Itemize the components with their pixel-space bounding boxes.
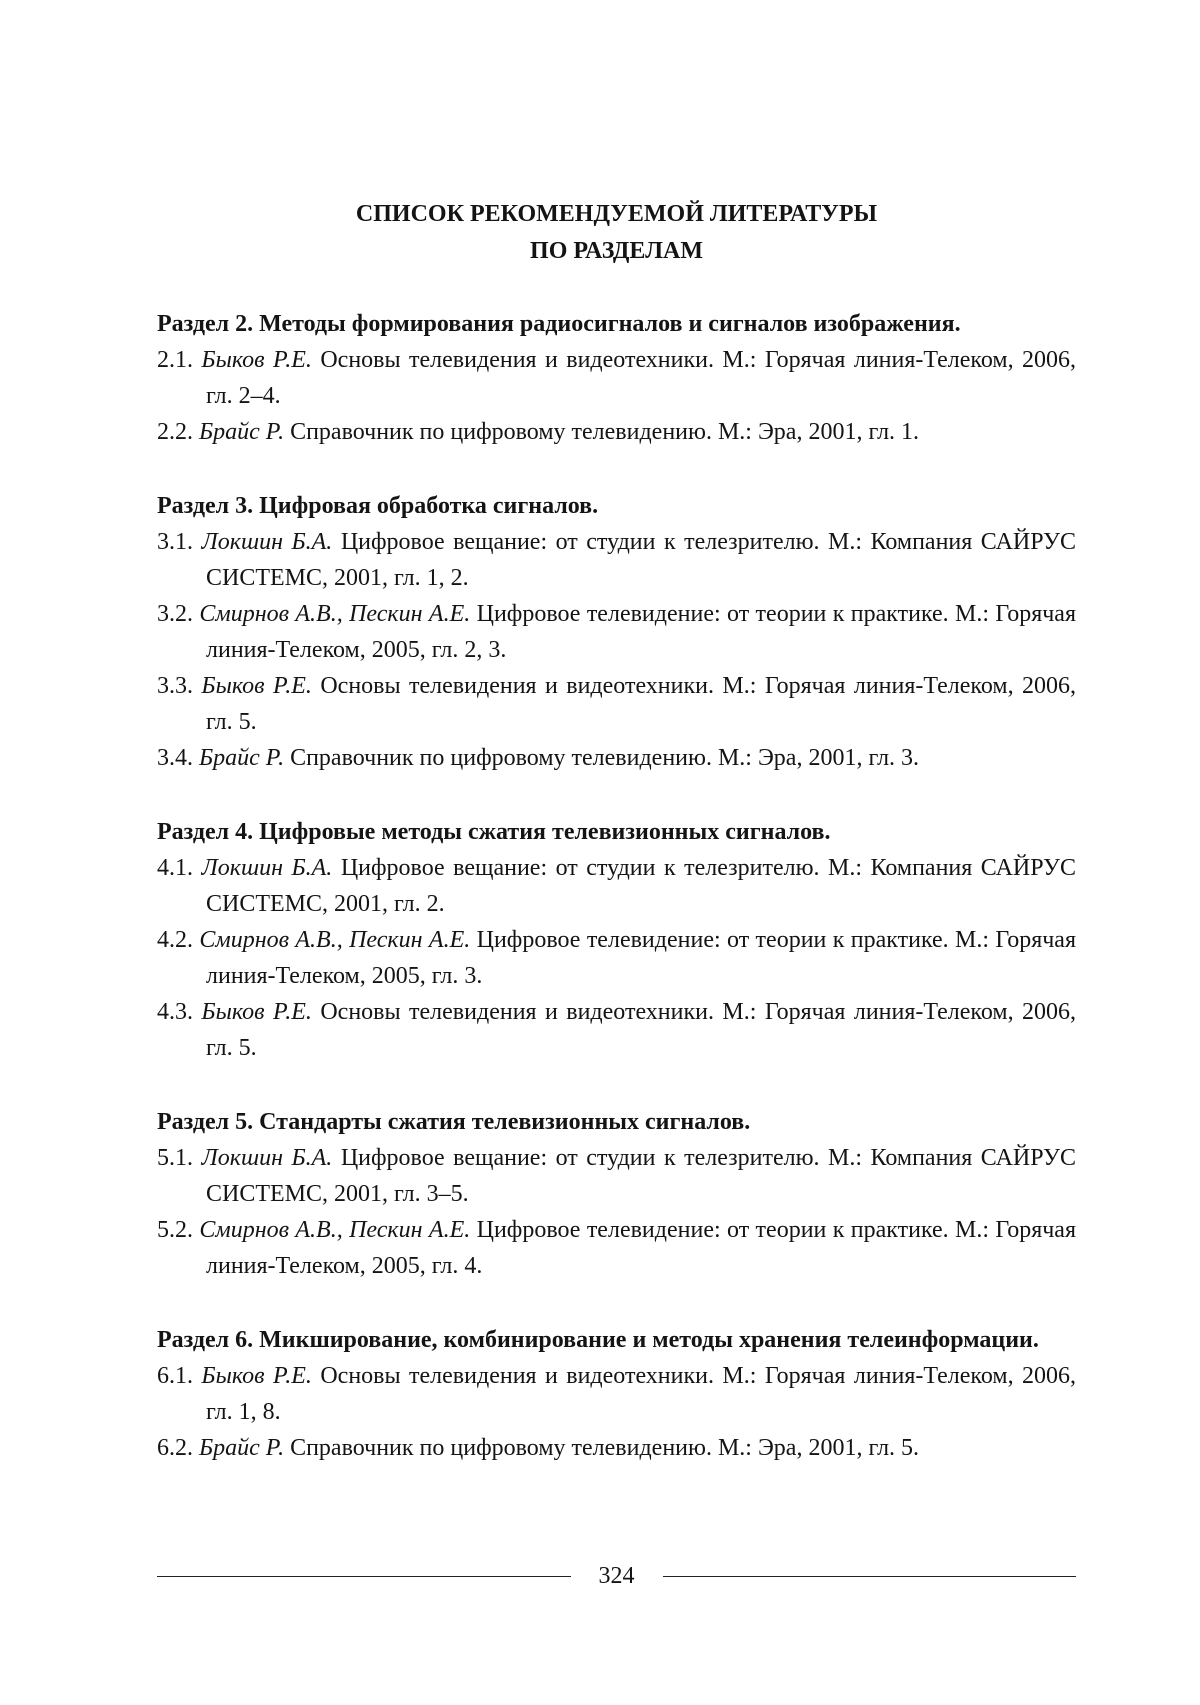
reference-item (157, 1358, 1076, 1430)
section-heading: Раздел 5. Стандарты сжатия телевизионных сигналов. (157, 1109, 751, 1135)
reference-number: 5.1. (157, 1145, 193, 1171)
reference-number: 4.1. (157, 855, 193, 881)
document-title-line-1: СПИСОК РЕКОМЕНДУЕМОЙ ЛИТЕРАТУРЫ (355, 201, 878, 227)
footer-rule-left (157, 1576, 571, 1577)
reference-item (157, 1212, 1076, 1284)
reference-number: 5.2. (157, 1217, 193, 1243)
reference-author: Брайс Р. (199, 419, 285, 445)
section-heading: Раздел 4. Цифровые методы сжатия телевизионных сигналов. (157, 819, 831, 845)
reference-author: Локшин Б.А. (201, 1145, 333, 1171)
reference-author: Локшин Б.А. (201, 529, 333, 555)
reference-text: Цифровое телевидение: от теории к практике. М.: Горячая линия-Телеком, 2005, гл. 2, 3. (206, 601, 1076, 663)
section-5 (157, 1104, 1076, 1284)
reference-item (157, 524, 1076, 596)
reference-text: Цифровое вещание: от студии к телезрителю. М.: Компания САЙРУС СИСТЕМС, 2001, гл. 1, 2. (206, 529, 1077, 591)
reference-author: Быков Р.Е. (201, 347, 312, 373)
reference-author: Быков Р.Е. (201, 999, 312, 1025)
document-title-line-2: ПО РАЗДЕЛАМ (530, 238, 703, 264)
reference-item (157, 1430, 1076, 1466)
reference-number: 2.1. (157, 347, 193, 373)
reference-author: Брайс Р. (199, 745, 285, 771)
reference-item (157, 922, 1076, 994)
reference-text: Цифровое вещание: от студии к телезрителю. М.: Компания САЙРУС СИСТЕМС, 2001, гл. 2. (206, 855, 1077, 917)
reference-item (157, 994, 1076, 1066)
reference-author: Локшин Б.А. (201, 855, 333, 881)
reference-text: Цифровое телевидение: от теории к практике. М.: Горячая линия-Телеком, 2005, гл. 4. (206, 1217, 1076, 1279)
reference-number: 6.2. (157, 1435, 193, 1461)
section-heading: Раздел 6. Микширование, комбинирование и методы хранения телеинформации. (157, 1327, 1039, 1353)
section-6 (157, 1322, 1076, 1466)
section-heading: Раздел 3. Цифровая обработка сигналов. (157, 493, 599, 519)
reference-number: 3.4. (157, 745, 193, 771)
reference-author: Смирнов А.В., Пескин А.Е. (199, 1217, 471, 1243)
reference-text: Основы телевидения и видеотехники. М.: Горячая линия-Телеком, 2006, гл. 5. (206, 999, 1076, 1061)
reference-item (157, 668, 1076, 740)
reference-text: Справочник по цифровому телевидению. М.: Эра, 2001, гл. 5. (290, 1435, 920, 1461)
reference-item (157, 414, 1076, 450)
page-number: 324 (598, 1563, 635, 1589)
reference-number: 3.2. (157, 601, 193, 627)
reference-number: 4.3. (157, 999, 193, 1025)
reference-author: Быков Р.Е. (201, 1363, 312, 1389)
reference-text: Справочник по цифровому телевидению. М.: Эра, 2001, гл. 1. (290, 419, 920, 445)
document-page (157, 196, 1076, 1504)
reference-text: Основы телевидения и видеотехники. М.: Горячая линия-Телеком, 2006, гл. 2–4. (206, 347, 1076, 409)
reference-item (157, 850, 1076, 922)
section-3 (157, 488, 1076, 776)
reference-text: Справочник по цифровому телевидению. М.: Эра, 2001, гл. 3. (290, 745, 920, 771)
reference-author: Быков Р.Е. (201, 673, 312, 699)
reference-author: Смирнов А.В., Пескин А.Е. (199, 601, 471, 627)
reference-number: 3.3. (157, 673, 193, 699)
reference-text: Цифровое вещание: от студии к телезрителю. М.: Компания САЙРУС СИСТЕМС, 2001, гл. 3–5. (206, 1145, 1077, 1207)
reference-item (157, 342, 1076, 414)
reference-number: 2.2. (157, 419, 193, 445)
reference-item (157, 740, 1076, 776)
page-footer (157, 1558, 1076, 1594)
reference-number: 4.2. (157, 927, 193, 953)
reference-text: Основы телевидения и видеотехники. М.: Горячая линия-Телеком, 2006, гл. 5. (206, 673, 1076, 735)
reference-author: Смирнов А.В., Пескин А.Е. (199, 927, 471, 953)
reference-text: Цифровое телевидение: от теории к практике. М.: Горячая линия-Телеком, 2005, гл. 3. (206, 927, 1076, 989)
section-heading: Раздел 2. Методы формирования радиосигналов и сигналов изображения. (157, 311, 961, 337)
section-2 (157, 306, 1076, 450)
footer-rule-right (663, 1576, 1077, 1577)
reference-text: Основы телевидения и видеотехники. М.: Горячая линия-Телеком, 2006, гл. 1, 8. (206, 1363, 1076, 1425)
section-4 (157, 814, 1076, 1066)
reference-item (157, 1140, 1076, 1212)
document-title (157, 196, 1076, 270)
reference-author: Брайс Р. (199, 1435, 285, 1461)
reference-number: 6.1. (157, 1363, 193, 1389)
reference-number: 3.1. (157, 529, 193, 555)
reference-item (157, 596, 1076, 668)
